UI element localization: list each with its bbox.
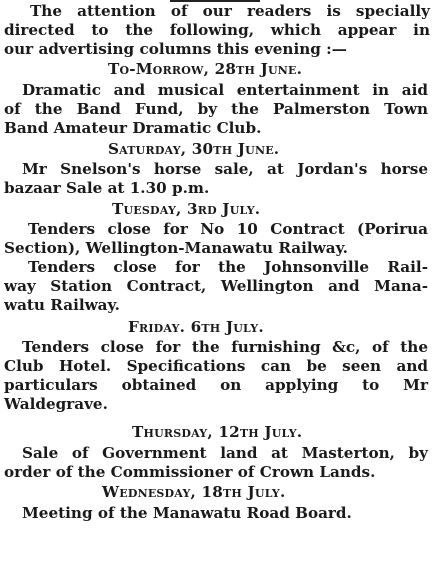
notice-date-heading: Friday. 6th July. bbox=[128, 318, 264, 336]
notice-body-line: order of the Commissioner of Crown Lands. bbox=[4, 463, 376, 481]
notice-date-heading: Saturday, 30th June. bbox=[108, 140, 280, 158]
notice-date-heading: Thursday, 12th July. bbox=[132, 423, 303, 441]
notice-body-line: bazaar Sale at 1.30 p.m. bbox=[4, 179, 210, 197]
notice-body-line: way Station Contract, Wellington and Mana- bbox=[4, 277, 428, 295]
notice-date-heading: To-Morrow, 28th June. bbox=[108, 60, 303, 78]
notice-body-line: Sale of Government land at Masterton, by bbox=[22, 444, 428, 462]
notice-date-heading: Tuesday, 3rd July. bbox=[112, 200, 261, 218]
intro-line: directed to the following, which appear in bbox=[4, 21, 430, 39]
notice-body-line: Club Hotel. Specifications can be seen and bbox=[4, 357, 428, 375]
notice-body-line: Tenders close for No 10 Contract (Porirua bbox=[28, 220, 428, 238]
notice-body-line: Tenders close for the Johnsonville Rail- bbox=[28, 258, 428, 276]
notice-body-line: Tenders close for the furnishing &c, of the bbox=[22, 338, 428, 356]
notice-body-line: Mr Snelson's horse sale, at Jordan's horse bbox=[22, 160, 428, 178]
notice-date-heading: Wednesday, 18th July. bbox=[102, 483, 286, 501]
notice-body-line: of the Band Fund, by the Palmerston Town bbox=[4, 100, 428, 118]
notice-body-line: particulars obtained on applying to Mr bbox=[4, 376, 428, 394]
notice-body-line: Band Amateur Dramatic Club. bbox=[4, 119, 262, 137]
intro-line: our advertising columns this evening :— bbox=[4, 40, 347, 58]
notice-body-line: Waldegrave. bbox=[4, 395, 108, 413]
notice-body-line: Dramatic and musical entertainment in aid bbox=[22, 81, 428, 99]
notice-body-line: watu Railway. bbox=[4, 296, 120, 314]
intro-line: The attention of our readers is specially bbox=[30, 2, 430, 20]
notice-body-line: Meeting of the Manawatu Road Board. bbox=[22, 504, 352, 522]
notice-body-line: Section), Wellington-Manawatu Railway. bbox=[4, 239, 348, 257]
